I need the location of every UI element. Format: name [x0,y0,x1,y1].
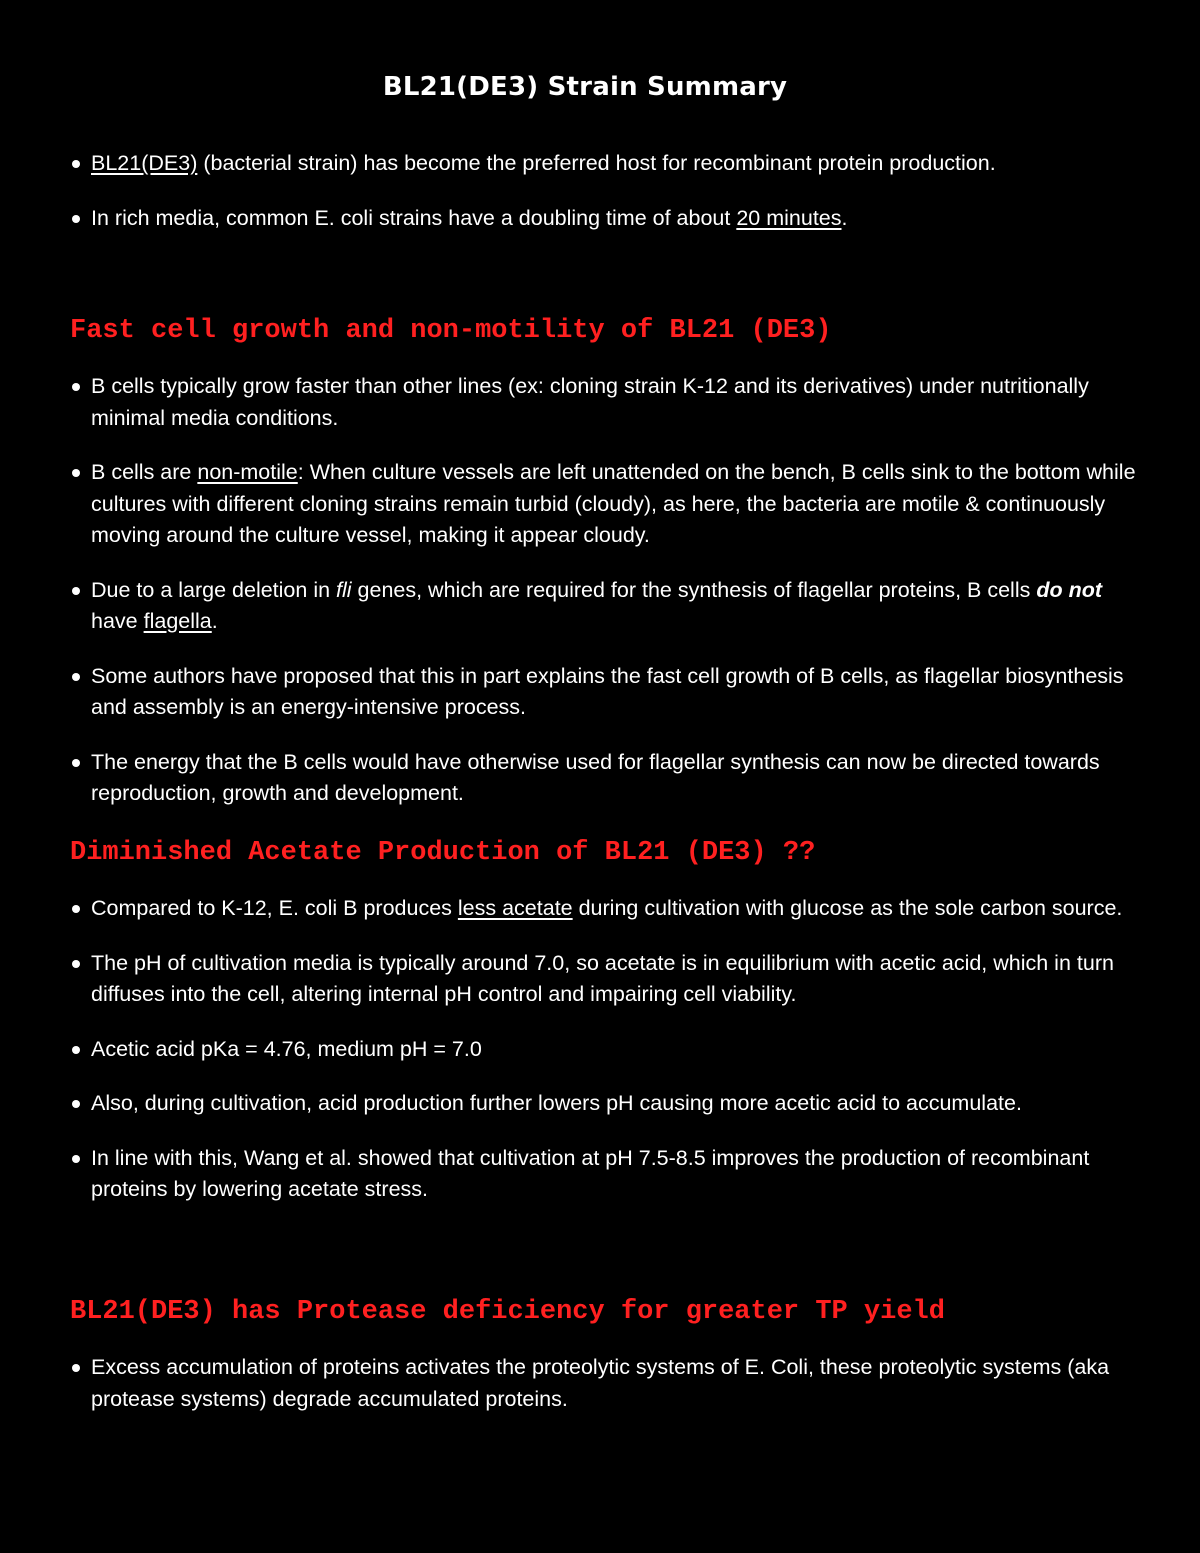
bullet-text: Acetic acid pKa = 4.76, medium pH = 7.0 [91,1036,482,1061]
section-heading-acetate: Diminished Acetate Production of BL21 (DE3) ?? [70,838,816,868]
bullet-text: (bacterial strain) has become the preferred host for recombinant protein production. [197,151,996,175]
strain-link[interactable]: BL21(DE3) [91,151,198,175]
list-item [70,661,1140,724]
list-item [70,1088,1140,1120]
bullet-dot-icon [72,1046,80,1054]
bullet-dot-icon [72,215,80,223]
list-item: B cells are non-motile: When culture vessels are left unattended on the bench, B cells sink to the bottom while cultures with different cloning strains remain turbid (cloudy), as here, the bacteria are motile & continuously moving around the culture vessel, making it appear cloudy. [70,457,1140,552]
list-item: Compared to K-12, E. coli B produces less acetate during cultivation with glucose as the sole carbon source. [70,893,1140,925]
acetate-bullet-list [70,893,1140,1206]
fli-gene-term: fli [336,577,352,602]
bullet-dot-icon [72,1100,80,1108]
doubling-time-link[interactable]: 20 minutes [736,205,842,230]
growth-bullet-list [70,371,1140,810]
protease-bullet-list [70,1352,1140,1415]
list-item: Due to a large deletion in fli genes, which are required for the synthesis of flagellar proteins, B cells do not have flagella. [70,575,1140,638]
bullet-dot-icon [72,383,80,391]
bullet-dot-icon [72,1364,80,1372]
emphasis-text: do not [1036,577,1103,602]
bullet-text: In line with this, Wang et al. showed that cultivation at pH 7.5-8.5 improves the production of recombinant proteins by lowering acetate stress. [91,1145,1090,1201]
less-acetate-term: less acetate [457,896,573,920]
bullet-text: Excess accumulation of proteins activates the proteolytic systems of E. Coli, these proteolytic systems (aka protease systems) degrade accumulated proteins. [91,1355,1110,1411]
bullet-dot-icon [72,905,80,913]
bullet-dot-icon [72,160,80,168]
bullet-text: B cells typically grow faster than other lines (ex: cloning strain K-12 and its derivatives) under nutritionally minimal media conditions. [91,374,1089,430]
bullet-dot-icon [72,759,80,767]
list-item [70,1352,1140,1415]
bullet-text: The pH of cultivation media is typically around 7.0, so acetate is in equilibrium with acetic acid, which in turn diffuses into the cell, altering internal pH control and impairing cell viability. [91,950,1114,1006]
bullet-dot-icon [72,960,80,968]
list-item [70,747,1140,810]
list-item [70,371,1140,434]
bullet-text: Also, during cultivation, acid production further lowers pH causing more acetic acid to accumulate. [91,1091,1022,1115]
list-item [70,1034,1140,1066]
bullet-dot-icon [72,469,80,477]
document-title: BL21(DE3) Strain Summary [382,72,788,102]
non-motile-term: non-motile [197,460,298,484]
bullet-dot-icon [72,587,80,595]
bullet-dot-icon [72,1155,80,1163]
list-item [70,148,1140,180]
section-heading-growth: Fast cell growth and non-motility of BL21 (DE3) [70,316,832,346]
section-heading-protease: BL21(DE3) has Protease deficiency for greater TP yield [70,1297,945,1327]
bullet-text: The energy that the B cells would have otherwise used for flagellar synthesis can now be directed towards reproduction, growth and development. [91,749,1100,805]
bullet-text: Some authors have proposed that this in part explains the fast cell growth of B cells, as flagellar biosynthesis and assembly is an energy-intensive process. [91,663,1124,719]
list-item [70,1143,1140,1206]
list-item [70,948,1140,1011]
list-item: In rich media, common E. coli strains have a doubling time of about 20 minutes. [70,203,1140,235]
bullet-dot-icon [72,673,80,681]
flagella-term: flagella [143,609,212,633]
intro-bullet-list [70,148,1140,234]
bullet-text: In rich media, common E. coli strains have a doubling time of about [91,205,737,230]
